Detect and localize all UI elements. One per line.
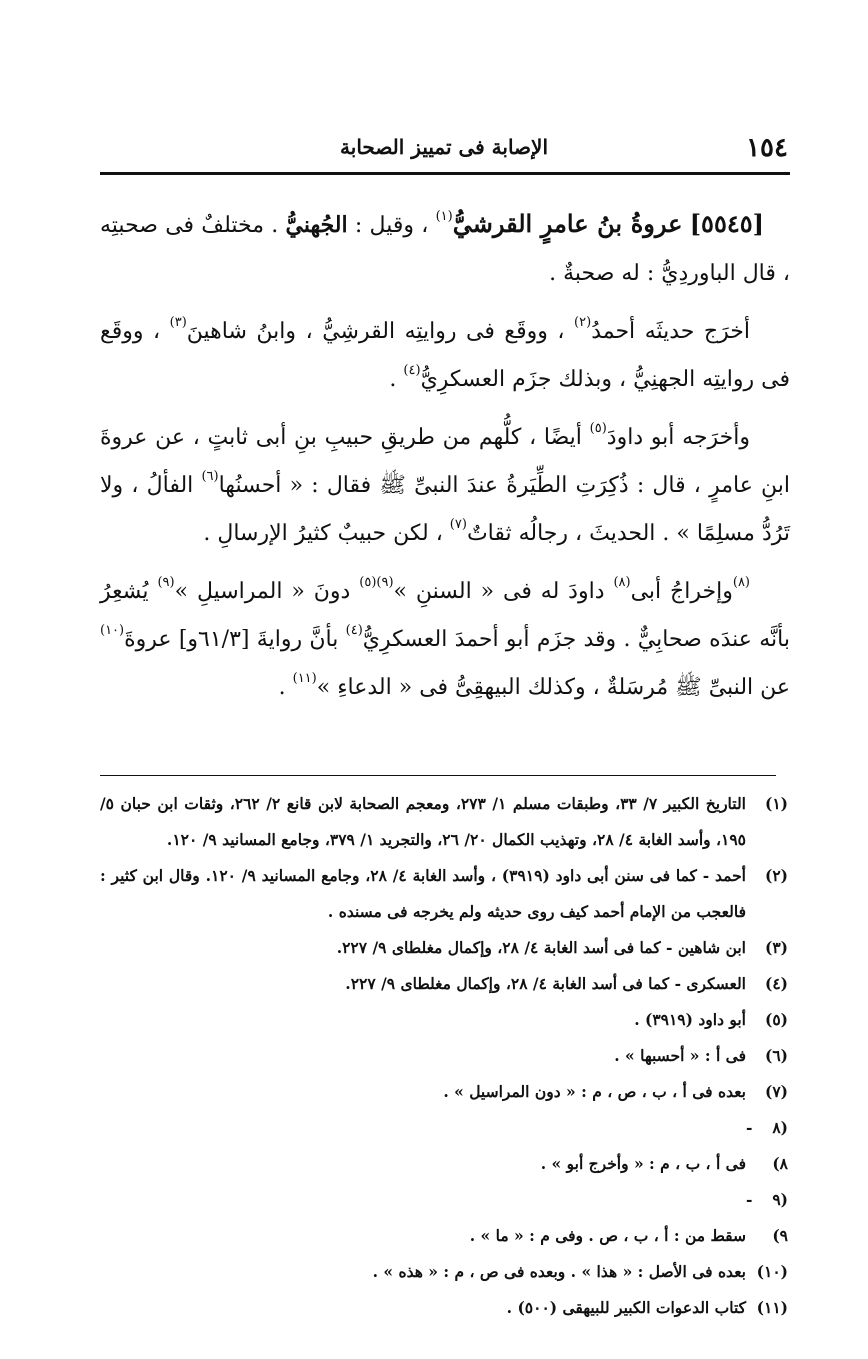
footnote-item xyxy=(100,1110,788,1182)
entry-body xyxy=(100,200,790,722)
footnote-separator xyxy=(100,775,776,776)
footnote-text: فى أ : « أحسبها » . xyxy=(614,1046,746,1065)
text-run: . xyxy=(389,367,397,392)
text-run: بأنَّ روايةَ [٦١/٣و] عروةَ xyxy=(124,627,339,652)
text-run: ، ووقَع فى روايتِه القرشِيُّ ، وابنُ شاهينَ xyxy=(186,319,565,344)
paragraph-4 xyxy=(100,568,790,712)
footnote-number: (٧) xyxy=(764,1082,788,1101)
footnote-ref: (١٠) xyxy=(100,623,125,638)
text-run: وإخراجُ أبى xyxy=(630,579,733,604)
footnote-ref: (٤) xyxy=(403,363,421,378)
footnote-ref: (٩) xyxy=(157,575,175,590)
book-title: الإصابة فى تمييز الصحابة xyxy=(340,135,548,159)
entry-number: [٥٥٤٥] xyxy=(689,209,764,238)
footnote-item xyxy=(100,1002,788,1038)
text-run: ، وقيل : xyxy=(347,213,429,238)
footnote-ref: (١١) xyxy=(292,671,317,686)
footnote-ref: (١) xyxy=(435,209,453,224)
text-run: يُشعِرُ بأنَّه عندَه صحابِيٌّ . وقد جزَم أبو أحمدَ العسكرِيُّ xyxy=(100,579,790,652)
footnote-item xyxy=(100,1038,788,1074)
footnote-ref: (٣) xyxy=(169,315,187,330)
footnote-number: (٤) xyxy=(764,974,788,993)
text-run: . xyxy=(278,675,286,700)
footnote-text: بعده فى الأصل : « هذا » . وبعده فى ص ، م : « هذه » . xyxy=(372,1262,746,1281)
footnote-number: (٦) xyxy=(764,1046,788,1065)
footnote-number: (٥) xyxy=(764,1010,788,1029)
footnote-ref: (٦) xyxy=(201,469,219,484)
header-rule xyxy=(100,172,790,175)
text-run: أخرَج حديثَه أحمدُ xyxy=(591,319,750,344)
text-run: دونَ « المراسيلِ » xyxy=(174,579,351,604)
footnote-ref: (٢) xyxy=(574,315,592,330)
text-run: ، ووقَع فى روايتِه الجهنِيُّ ، وبذلك جزَم العسكرِيُّ xyxy=(100,319,790,392)
footnote-text: بعده فى أ ، ب ، ص ، م : « دون المراسيل » . xyxy=(443,1082,746,1101)
footnote-item xyxy=(100,858,788,930)
text-run: ، لكن حبيبٌ كثيرُ الإرسالِ . xyxy=(203,521,443,546)
footnote-text: أحمد - كما فى سنن أبى داود (٣٩١٩) ، وأسد الغابة ٤/ ٢٨، وجامع المسانيد ٩/ ١٢٠. وقال ابن كثير : فالعجب من الإمام أحمد كيف روى حديثه ولم يخرجه فى مسنده . xyxy=(100,866,746,921)
footnote-text: كتاب الدعوات الكبير للبيهقى (٥٠٠) . xyxy=(506,1298,746,1317)
text-run: عن النبىِّ ﷺ مُرسَلةٌ ، وكذلك البيهقِىُّ فى « الدعاءِ » xyxy=(316,675,790,700)
footnote-text: أبو داود (٣٩١٩) . xyxy=(634,1010,746,1029)
footnote-item xyxy=(100,930,788,966)
text-run: وأخرَجه أبو داودَ xyxy=(606,425,750,450)
footnote-ref: (٨) xyxy=(613,575,631,590)
footnote-number: (٣) xyxy=(764,938,788,957)
footnote-item xyxy=(100,1254,788,1290)
footnote-text: العسكرى - كما فى أسد الغابة ٤/ ٢٨، وإكمال مغلطاى ٩/ ٢٢٧. xyxy=(345,974,746,993)
running-header xyxy=(100,133,788,165)
footnote-number: (١) xyxy=(764,794,788,813)
footnote-number: (١١) xyxy=(756,1298,788,1317)
text-run: داودَ له فى « السننِ » xyxy=(393,579,605,604)
footnote-number: (٨ - ٨) xyxy=(746,1118,788,1173)
footnote-ref: (٥) xyxy=(359,575,377,590)
footnote-item xyxy=(100,1290,788,1326)
footnote-ref: (٨) xyxy=(732,575,750,590)
paragraph-3 xyxy=(100,414,790,558)
footnote-text: فى أ ، ب ، م : « وأخرج أبو » . xyxy=(540,1154,746,1173)
footnote-text: التاريخ الكبير ٧/ ٣٣، وطبقات مسلم ١/ ٢٧٣، ومعجم الصحابة لابن قانع ٢/ ٢٦٢، وثقات ابن حبان ٥/ ١٩٥، وأسد الغابة ٤/ ٢٨، وتهذيب الكمال ٢٠/ ٢٦، والتجريد ١/ ٣٧٩، وجامع المسانيد ٩/ ١٢٠. xyxy=(100,794,746,849)
text-run: أيضًا ، كلُّهم من طريقِ حبيبِ بنِ أبى ثابتٍ ، عن عروةَ ابنِ عامرٍ ، قال : ذُكِرَتِ الطِّيَرةُ عندَ النبىِّ ﷺ فقال : « أحسنُها xyxy=(100,425,790,498)
footnote-item xyxy=(100,1074,788,1110)
footnotes xyxy=(100,786,788,1326)
footnote-ref: (٩) xyxy=(376,575,394,590)
footnote-ref: (٤) xyxy=(345,623,363,638)
footnote-item xyxy=(100,966,788,1002)
paragraph-2 xyxy=(100,308,790,404)
footnote-text: سقط من : أ ، ب ، ص . وفى م : « ما » . xyxy=(469,1226,746,1245)
alt-name: الجُهنيُّ xyxy=(285,212,348,238)
footnote-number: (٩ - ٩) xyxy=(746,1190,788,1245)
entry-heading-paragraph xyxy=(100,200,790,298)
footnote-number: (٢) xyxy=(764,866,788,885)
footnote-ref: (٥) xyxy=(589,421,607,436)
footnote-item xyxy=(100,786,788,858)
footnote-item xyxy=(100,1182,788,1254)
footnote-number: (١٠) xyxy=(756,1262,788,1281)
entry-name: عروةُ بنُ عامرٍ القرشيُّ xyxy=(452,209,683,238)
text-run: الفألُ ، ولا تَرُدُّ مسلِمًا » . الحديثَ ، رجالُه ثقاتٌ xyxy=(100,473,790,546)
footnote-text: ابن شاهين - كما فى أسد الغابة ٤/ ٢٨، وإكمال مغلطاى ٩/ ٢٢٧. xyxy=(336,938,746,957)
footnote-ref: (٧) xyxy=(449,517,467,532)
text-run: . مختلفٌ فى صحبتِه ، قال الباوردِيُّ : له صحبةٌ . xyxy=(100,213,790,286)
page-number: ١٥٤ xyxy=(746,133,788,163)
